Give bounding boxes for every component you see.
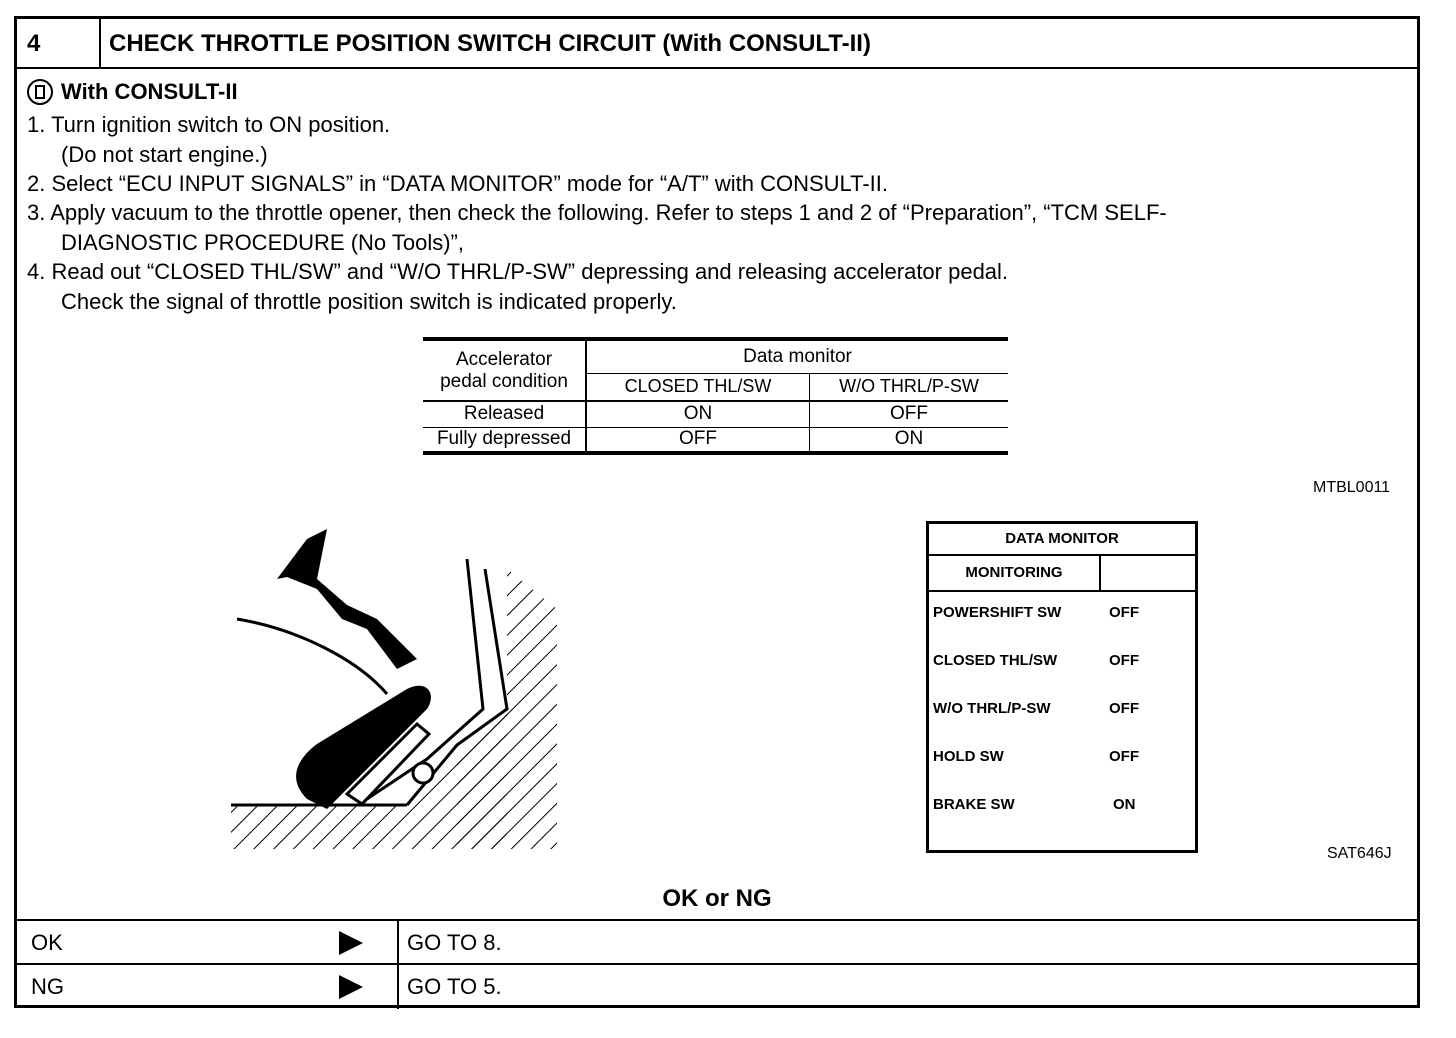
closed-cell: ON: [586, 401, 810, 427]
monitor-item-value: OFF: [1109, 748, 1139, 765]
result-action: GO TO 5.: [407, 974, 502, 999]
monitor-item-label: HOLD SW: [933, 748, 1004, 765]
condition-header-1: Accelerator: [455, 348, 553, 370]
wo-cell: OFF: [810, 401, 1009, 427]
consult-heading: [27, 79, 238, 105]
condition-header-2: pedal condition: [440, 370, 568, 392]
step-2: 2. Select “ECU INPUT SIGNALS” in “DATA MONITOR” mode for “A/T” with CONSULT-II.: [27, 171, 889, 196]
result-row-ok: [17, 919, 1417, 963]
result-header: OK or NG: [662, 885, 772, 912]
monitoring-blank: [1101, 554, 1195, 592]
monitor-title: DATA MONITOR: [929, 524, 1195, 556]
table-code: MTBL0011: [1313, 479, 1391, 496]
step-1-note: (Do not start engine.): [61, 142, 268, 167]
monitor-item-value: OFF: [1109, 700, 1139, 717]
wo-thrl-header: W/O THRL/P-SW: [810, 373, 1009, 401]
closed-cell: OFF: [586, 427, 810, 453]
condition-cell: Released: [423, 401, 586, 427]
monitor-item-value: OFF: [1109, 604, 1139, 621]
procedure-frame: [14, 16, 1420, 1008]
step-1: 1. Turn ignition switch to ON position.: [27, 112, 391, 137]
arrow-right-icon: [339, 975, 363, 999]
result-action: GO TO 8.: [407, 930, 502, 955]
consult-icon: [27, 79, 53, 105]
consult-label: With CONSULT-II: [61, 79, 238, 104]
monitor-item-value: OFF: [1109, 652, 1139, 669]
monitoring-label: MONITORING: [929, 554, 1101, 592]
figure-code: SAT646J: [1327, 845, 1392, 862]
data-monitor-screen: [926, 521, 1198, 853]
condition-cell: Fully depressed: [423, 427, 586, 453]
result-label: OK: [31, 930, 63, 955]
result-label: NG: [31, 974, 64, 999]
procedure-title: CHECK THROTTLE POSITION SWITCH CIRCUIT (With CONSULT-II): [109, 30, 871, 57]
step-3-cont: DIAGNOSTIC PROCEDURE (No Tools)”,: [61, 230, 464, 255]
table-row: [423, 427, 1008, 453]
monitor-item-label: POWERSHIFT SW: [933, 604, 1062, 621]
monitor-item-label: BRAKE SW: [933, 796, 1015, 813]
closed-thl-header: CLOSED THL/SW: [586, 373, 810, 401]
step-4-cont: Check the signal of throttle position switch is indicated properly.: [61, 289, 677, 314]
data-monitor-table: [423, 337, 1008, 455]
data-monitor-header: Data monitor: [586, 339, 1008, 373]
step-number: 4: [17, 19, 101, 67]
result-row-ng: [17, 963, 1417, 1007]
monitor-item-label: CLOSED THL/SW: [933, 652, 1058, 669]
table-row: [423, 401, 1008, 427]
step-4: 4. Read out “CLOSED THL/SW” and “W/O THRL/P-SW” depressing and releasing accelerator pedal.: [27, 259, 1009, 284]
arrow-right-icon: [339, 931, 363, 955]
monitor-item-label: W/O THRL/P-SW: [933, 700, 1051, 717]
wo-cell: ON: [894, 428, 924, 450]
accelerator-pedal-illustration: [217, 509, 577, 859]
procedure-header: [17, 19, 1417, 69]
step-3: 3. Apply vacuum to the throttle opener, then check the following. Refer to steps 1 and 2 of “Preparation”, “TCM SELF-: [27, 200, 1167, 225]
monitor-item-value: ON: [1113, 796, 1136, 813]
